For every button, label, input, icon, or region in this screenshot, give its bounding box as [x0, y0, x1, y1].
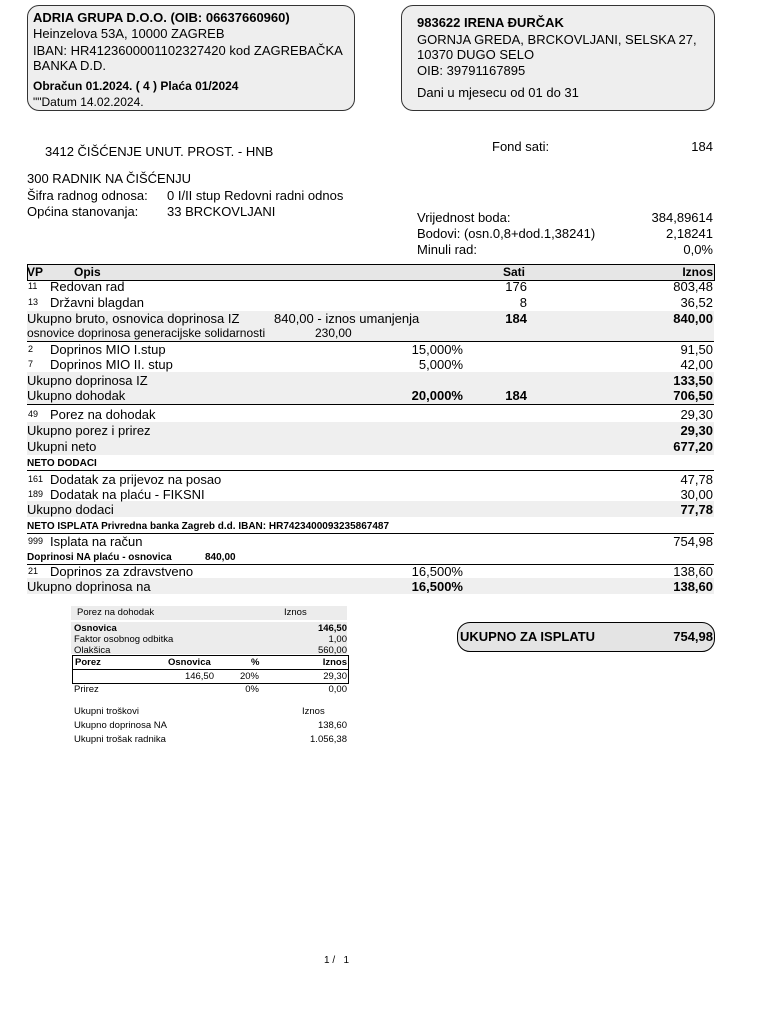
tax-osnovica-value: 146,50 — [317, 623, 347, 634]
row-pct: 5,000% — [418, 357, 463, 372]
dop-na-iznos: 138,60 — [673, 579, 713, 594]
employer-address: Heinzelova 53A, 10000 ZAGREB — [33, 26, 225, 41]
employee-name: 983622 IRENA ĐURČAK — [417, 15, 564, 30]
row-iznos: 47,78 — [680, 472, 713, 487]
col-sati: Sati — [503, 265, 526, 279]
total-value: 754,98 — [673, 629, 713, 644]
row-code: 999 — [28, 536, 44, 546]
dodaci-label: Ukupno dodaci — [27, 502, 114, 517]
dohodak-sati: 184 — [505, 388, 527, 403]
tax-olaksica-value: 560,00 — [317, 645, 347, 656]
costs-label: Ukupni troškovi — [74, 706, 139, 717]
neto-label: Ukupni neto — [27, 439, 97, 454]
bruto-solidarity-value: 230,00 — [315, 326, 352, 340]
dohodak-pct: 20,000% — [411, 388, 463, 403]
costs-total-label: Ukupni trošak radnika — [74, 734, 166, 745]
employee-days: Dani u mjesecu od 01 do 31 — [417, 85, 579, 100]
col-iznos: Iznos — [682, 265, 713, 279]
employer-iban: IBAN: HR4123600001102327420 kod ZAGREBAČKA — [33, 43, 343, 58]
row-label: Dodatak za prijevoz na posao — [50, 472, 222, 487]
costs-total-value: 1.056,38 — [310, 734, 347, 745]
points-value: 2,18241 — [666, 226, 713, 241]
row-label: Isplata na račun — [50, 534, 143, 549]
row-sati: 8 — [519, 295, 527, 310]
row-label: Doprinos MIO II. stup — [50, 357, 173, 372]
bruto-iznos: 840,00 — [673, 311, 713, 326]
past-work-label: Minuli rad: — [417, 242, 477, 257]
tax-row-osnovica: 146,50 — [184, 671, 214, 682]
costs-dop-na-value: 138,60 — [317, 720, 347, 731]
tax-faktor-label: Faktor osobnog odbitka — [74, 634, 174, 645]
point-value: 384,89614 — [651, 210, 713, 225]
line-2 — [27, 404, 714, 405]
relation-label: Šifra radnog odnosa: — [27, 188, 148, 203]
row-pct: 16,500% — [411, 564, 463, 579]
tax-osnovica-label: Osnovica — [74, 623, 117, 634]
porez-label: Ukupno porez i prirez — [27, 423, 151, 438]
dop-na-pct: 16,500% — [411, 579, 463, 594]
employee-oib: OIB: 39791167895 — [417, 63, 526, 78]
past-work-value: 0,0% — [683, 242, 713, 257]
row-sati: 176 — [505, 279, 527, 294]
total-label: UKUPNO ZA ISPLATU — [460, 629, 596, 644]
row-iznos: 29,30 — [680, 407, 713, 422]
row-pct: 15,000% — [411, 342, 463, 357]
tax-col-pct: % — [251, 657, 260, 668]
row-code: 2 — [28, 344, 34, 354]
row-iznos: 42,00 — [680, 357, 713, 372]
tax-box-title: Porez na dohodak — [77, 607, 155, 618]
neto-iznos: 677,20 — [673, 439, 713, 454]
tax-faktor-value: 1,00 — [328, 634, 347, 645]
bruto-sati: 184 — [505, 311, 527, 326]
row-label: Doprinos MIO I.stup — [50, 342, 166, 357]
tax-col-porez: Porez — [75, 657, 101, 668]
porez-iznos: 29,30 — [680, 423, 713, 438]
employee-address-1: GORNJA GREDA, BRCKOVLJANI, SELSKA 27, — [417, 32, 697, 47]
prirez-value: 0,00 — [328, 684, 347, 695]
tax-col-iznos: Iznos — [322, 657, 347, 668]
dohodak-iznos: 706,50 — [673, 388, 713, 403]
row-iznos: 803,48 — [673, 279, 713, 294]
line-3 — [27, 470, 714, 471]
tax-row-pct: 20% — [239, 671, 259, 682]
row-code: 161 — [28, 474, 44, 484]
costs-iznos: Iznos — [302, 706, 325, 717]
tax-row-iznos: 29,30 — [323, 671, 347, 682]
neto-dodaci-heading: NETO DODACI — [27, 458, 97, 469]
department: 3412 ČIŠĆENJE UNUT. PROST. - HNB — [45, 144, 274, 159]
row-code: 189 — [28, 489, 44, 499]
row-iznos: 754,98 — [673, 534, 713, 549]
row-code: 13 — [28, 297, 39, 307]
relation-value: 0 I/II stup Redovni radni odnos — [167, 188, 344, 203]
col-opis: Opis — [74, 265, 101, 279]
bruto-label: Ukupno bruto, osnovica doprinosa IZ — [27, 311, 240, 326]
dop-na-label: Ukupno doprinosa na — [27, 579, 151, 594]
dop-iz-label: Ukupno doprinosa IZ — [27, 373, 148, 388]
municipality-value: 33 BRCKOVLJANI — [167, 204, 276, 219]
employer-bank: BANKA D.D. — [33, 58, 106, 73]
row-label: Porez na dohodak — [50, 407, 156, 422]
prirez-pct: 0% — [245, 684, 259, 695]
row-iznos: 30,00 — [680, 487, 713, 502]
point-value-label: Vrijednost boda: — [417, 210, 511, 225]
row-code: 7 — [28, 359, 34, 369]
tax-olaksica-label: Olakšica — [74, 645, 111, 656]
row-label: Redovan rad — [50, 279, 125, 294]
employee-address-2: 10370 DUGO SELO — [417, 47, 535, 62]
col-vp: VP — [27, 265, 44, 279]
shade-dodaci — [27, 501, 714, 517]
bruto-reduction: 840,00 - iznos umanjenja — [274, 311, 420, 326]
neto-isplata-heading: NETO ISPLATA Privredna banka Zagreb d.d. IBAN: HR7423400093235867487 — [27, 521, 390, 532]
dop-na-base: 840,00 — [205, 552, 236, 563]
fond-value: 184 — [691, 139, 713, 154]
tax-table-divider — [72, 669, 349, 670]
row-code: 21 — [28, 566, 39, 576]
dop-iz-iznos: 133,50 — [673, 373, 713, 388]
points-label: Bodovi: (osn.0,8+dod.1,38241) — [417, 226, 596, 241]
table-header-bg — [27, 264, 715, 281]
prirez-label: Prirez — [74, 684, 99, 695]
row-iznos: 36,52 — [680, 295, 713, 310]
dop-na-heading: Doprinosi NA plaću - osnovica — [27, 552, 172, 563]
row-label: Državni blagdan — [50, 295, 144, 310]
row-iznos: 91,50 — [680, 342, 713, 357]
bruto-solidarity-label: osnovice doprinosa generacijske solidarnosti — [27, 326, 266, 340]
payroll-date: ""Datum 14.02.2024. — [33, 95, 144, 109]
row-code: 49 — [28, 409, 39, 419]
row-label: Doprinos za zdravstveno — [50, 564, 194, 579]
dohodak-label: Ukupno dohodak — [27, 388, 126, 403]
tax-box-iznos: Iznos — [284, 607, 307, 618]
job-position: 300 RADNIK NA ČIŠĆENJU — [27, 171, 191, 186]
dodaci-iznos: 77,78 — [680, 502, 713, 517]
payroll-period: Obračun 01.2024. ( 4 ) Plaća 01/2024 — [33, 79, 239, 93]
page-number: 1 / 1 — [324, 955, 350, 966]
row-iznos: 138,60 — [673, 564, 713, 579]
fond-label: Fond sati: — [492, 139, 550, 154]
employer-name: ADRIA GRUPA D.O.O. (OIB: 06637660960) — [33, 10, 290, 25]
row-code: 11 — [28, 281, 38, 291]
tax-col-osnovica: Osnovica — [168, 657, 211, 668]
costs-dop-na-label: Ukupno doprinosa NA — [74, 720, 167, 731]
row-label: Dodatak na plaću - FIKSNI — [50, 487, 205, 502]
municipality-label: Općina stanovanja: — [27, 204, 139, 219]
